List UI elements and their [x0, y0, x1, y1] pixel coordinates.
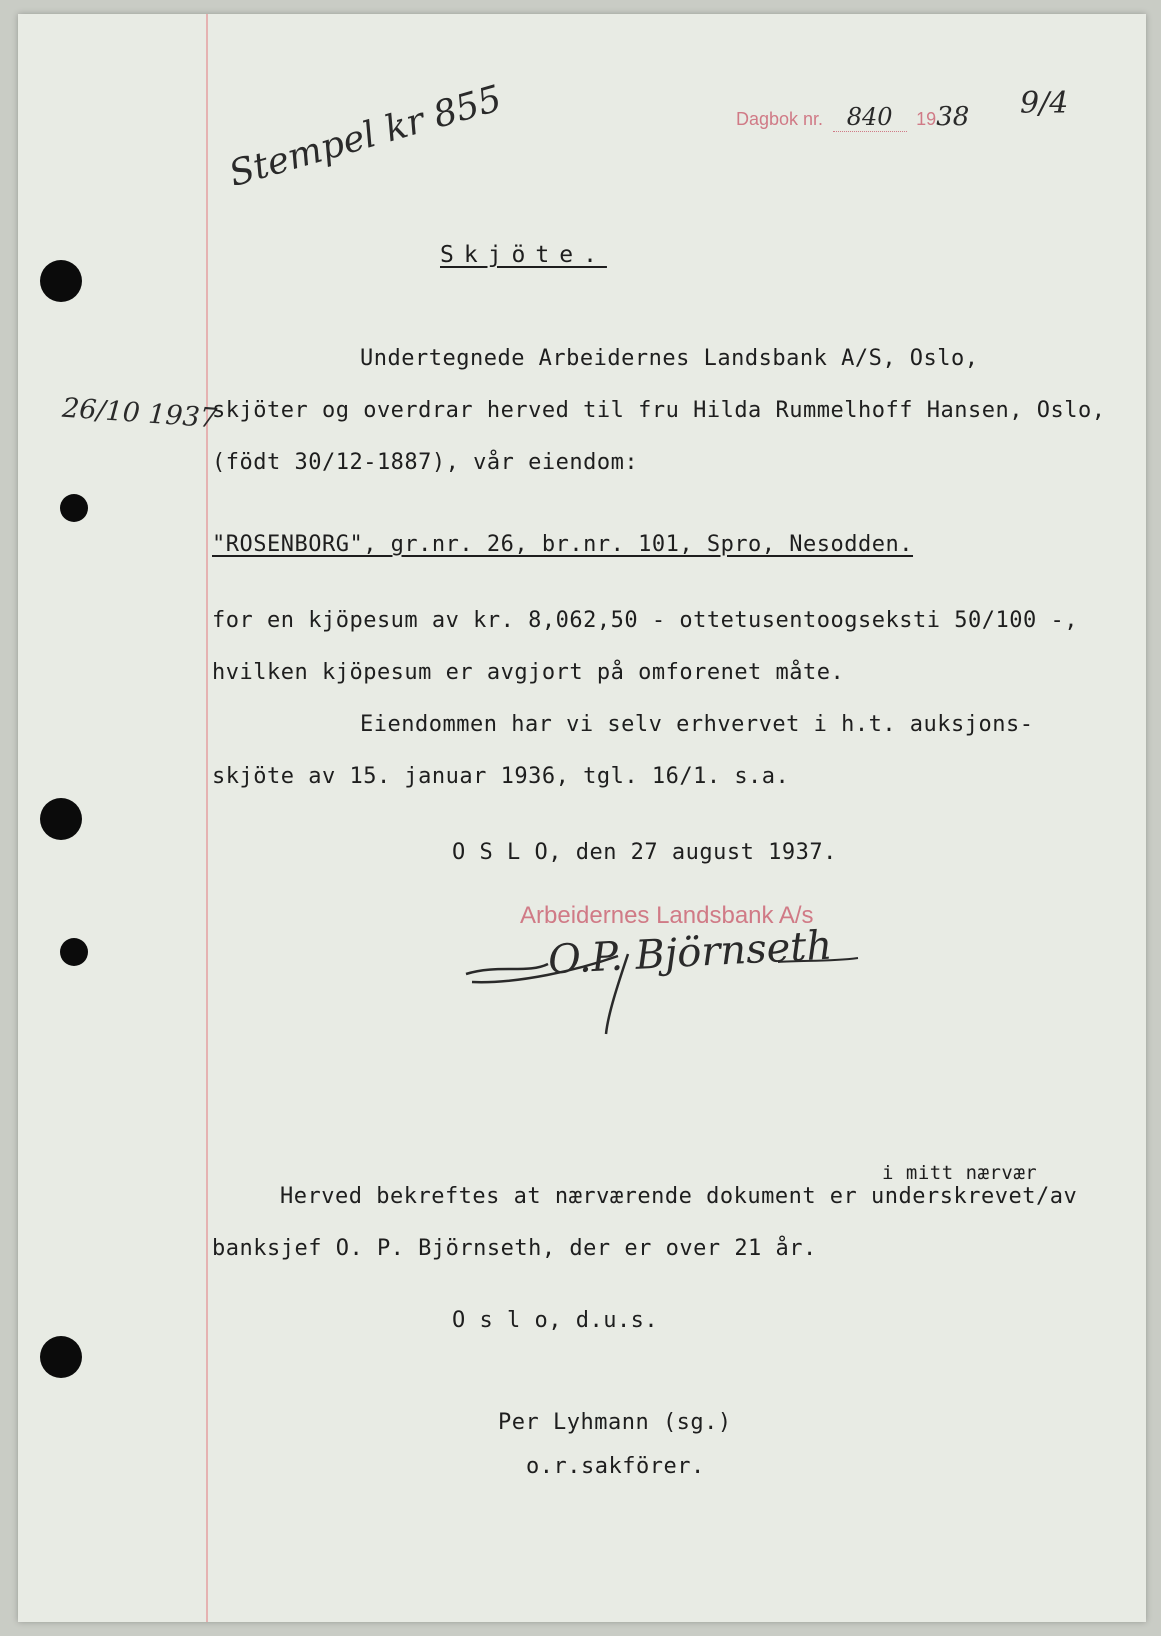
paragraph-line: skjöter og overdrar herved til fru Hilda Rummelhoff Hansen, Oslo, — [212, 398, 1106, 423]
paragraph-line: hvilken kjöpesum er avgjort på omforenet måte. — [212, 660, 845, 685]
dagbok-number: 840 — [833, 103, 907, 132]
bank-stamp: Arbeidernes Landsbank A/s — [520, 902, 814, 929]
paragraph-line: skjöte av 15. januar 1936, tgl. 16/1. s.a. — [212, 764, 790, 789]
stempel-note: Stempel kr 855 — [224, 78, 507, 195]
dagbok-label: Dagbok nr. — [736, 109, 824, 129]
document-title: Skjöte. — [440, 242, 607, 268]
property-description: "ROSENBORG", gr.nr. 26, br.nr. 101, Spro, Nesodden. — [212, 532, 914, 557]
date-note: 9/4 — [1020, 86, 1069, 121]
witness-place: O s l o, d.u.s. — [452, 1308, 659, 1333]
lawyer-title: o.r.sakförer. — [526, 1454, 705, 1479]
year-suffix: 38 — [936, 102, 970, 132]
margin-date-note: 26/10 1937 — [61, 392, 219, 435]
paragraph-line: Undertegnede Arbeidernes Landsbank A/S, Oslo, — [360, 346, 979, 371]
witness-insert: i mitt nærvær — [882, 1162, 1038, 1184]
dagbok-header — [736, 102, 969, 132]
lawyer-name: Per Lyhmann (sg.) — [498, 1410, 732, 1435]
signature: O.P. Björnseth — [546, 922, 834, 984]
signature-flourish — [458, 934, 878, 1044]
place-date: O S L O, den 27 august 1937. — [452, 840, 837, 865]
punch-hole — [60, 938, 88, 966]
punch-hole — [60, 494, 88, 522]
punch-hole — [40, 798, 82, 840]
paragraph-line: (födt 30/12-1887), vår eiendom: — [212, 450, 639, 475]
paragraph-line: for en kjöpesum av kr. 8,062,50 - ottetusentoogseksti 50/100 -, — [212, 608, 1078, 633]
witness-line: banksjef O. P. Björnseth, der er over 21 år. — [212, 1236, 817, 1261]
punch-hole — [40, 1336, 82, 1378]
witness-line: Herved bekreftes at nærværende dokument er underskrevet/av — [280, 1184, 1078, 1209]
margin-line — [206, 14, 208, 1622]
punch-hole — [40, 260, 82, 302]
year-prefix: 19 — [916, 109, 937, 129]
paragraph-line: Eiendommen har vi selv erhvervet i h.t. auksjons- — [360, 712, 1034, 737]
document-page — [18, 14, 1146, 1622]
